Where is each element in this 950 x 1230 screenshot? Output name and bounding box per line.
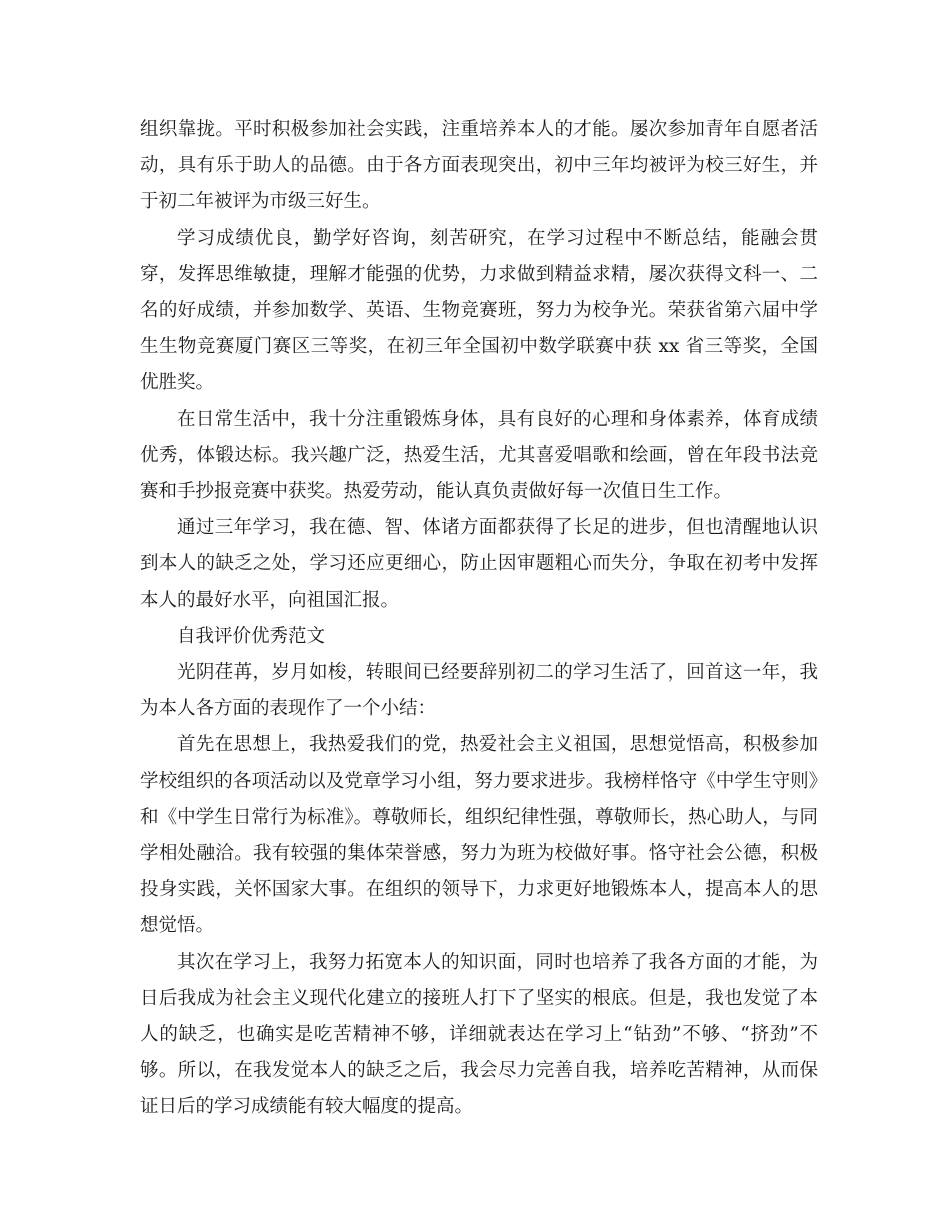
paragraph-intro: 光阴荏苒，岁月如梭，转眼间已经要辞别初二的学习生活了，回首这一年，我为本人各方面的表现作了一个小结：: [140, 662, 818, 720]
document-body: [140, 112, 818, 1126]
paragraph-daily-life: 在日常生活中，我十分注重锻炼身体，具有良好的心理和身体素养，体育成绩优秀，体锻达标。我兴趣广泛，热爱生活，尤其喜爱唱歌和绘画，曾在年段书法竞赛和手抄报竞赛中获奖。热爱劳动，能认真负责做好每一次值日生工作。: [140, 408, 818, 503]
paragraph-academic-performance: 学习成绩优良，勤学好咨询，刻苦研究，在学习过程中不断总结，能融会贯穿，发挥思维敏捷，理解才能强的优势，力求做到精益求精，屡次获得文科一、二名的好成绩，并参加数学、英语、生物竞赛班，努力为校争光。荣获省第六届中学生生物竞赛厦门赛区三等奖，在初三年全国初中数学联赛中获 xx 省三等奖，全国优胜奖。: [140, 227, 818, 394]
paragraph-ideology: 首先在思想上，我热爱我们的党，热爱社会主义祖国，思想觉悟高，积极参加学校组织的各项活动以及党章学习小组，努力要求进步。我榜样恪守《中学生守则》和《中学生日常行为标准》。尊敬师长，组织纪律性强，尊敬师长，热心助人，与同学相处融洽。我有较强的集体荣誉感，努力为班为校做好事。恪守社会公德，积极投身实践，关怀国家大事。在组织的领导下，力求更好地锻炼本人，提高本人的思想觉悟。: [140, 734, 818, 937]
paragraph-three-year-summary: 通过三年学习，我在德、智、体诸方面都获得了长足的进步，但也清醒地认识到本人的缺乏之处，学习还应更细心，防止因审题粗心而失分，争取在初考中发挥本人的最好水平，向祖国汇报。: [140, 517, 818, 611]
paragraph-study: 其次在学习上，我努力拓宽本人的知识面，同时也培养了我各方面的才能，为日后我成为社会主义现代化建立的接班人打下了坚实的根底。但是，我也发觉了本人的缺乏，也确实是吃苦精神不够，详细就表达在学习上“钻劲”不够、“挤劲”不够。所以，在我发觉本人的缺乏之后，我会尽力完善自我，培养吃苦精神，从而保证日后的学习成绩能有较大幅度的提高。: [140, 951, 818, 1118]
paragraph-continuation: 组织靠拢。平时积极参加社会实践，注重培养本人的才能。屡次参加青年自愿者活动，具有乐于助人的品德。由于各方面表现突出，初中三年均被评为校三好生，并于初二年被评为市级三好生。: [140, 119, 818, 213]
section-heading: 自我评价优秀范文: [177, 625, 326, 647]
